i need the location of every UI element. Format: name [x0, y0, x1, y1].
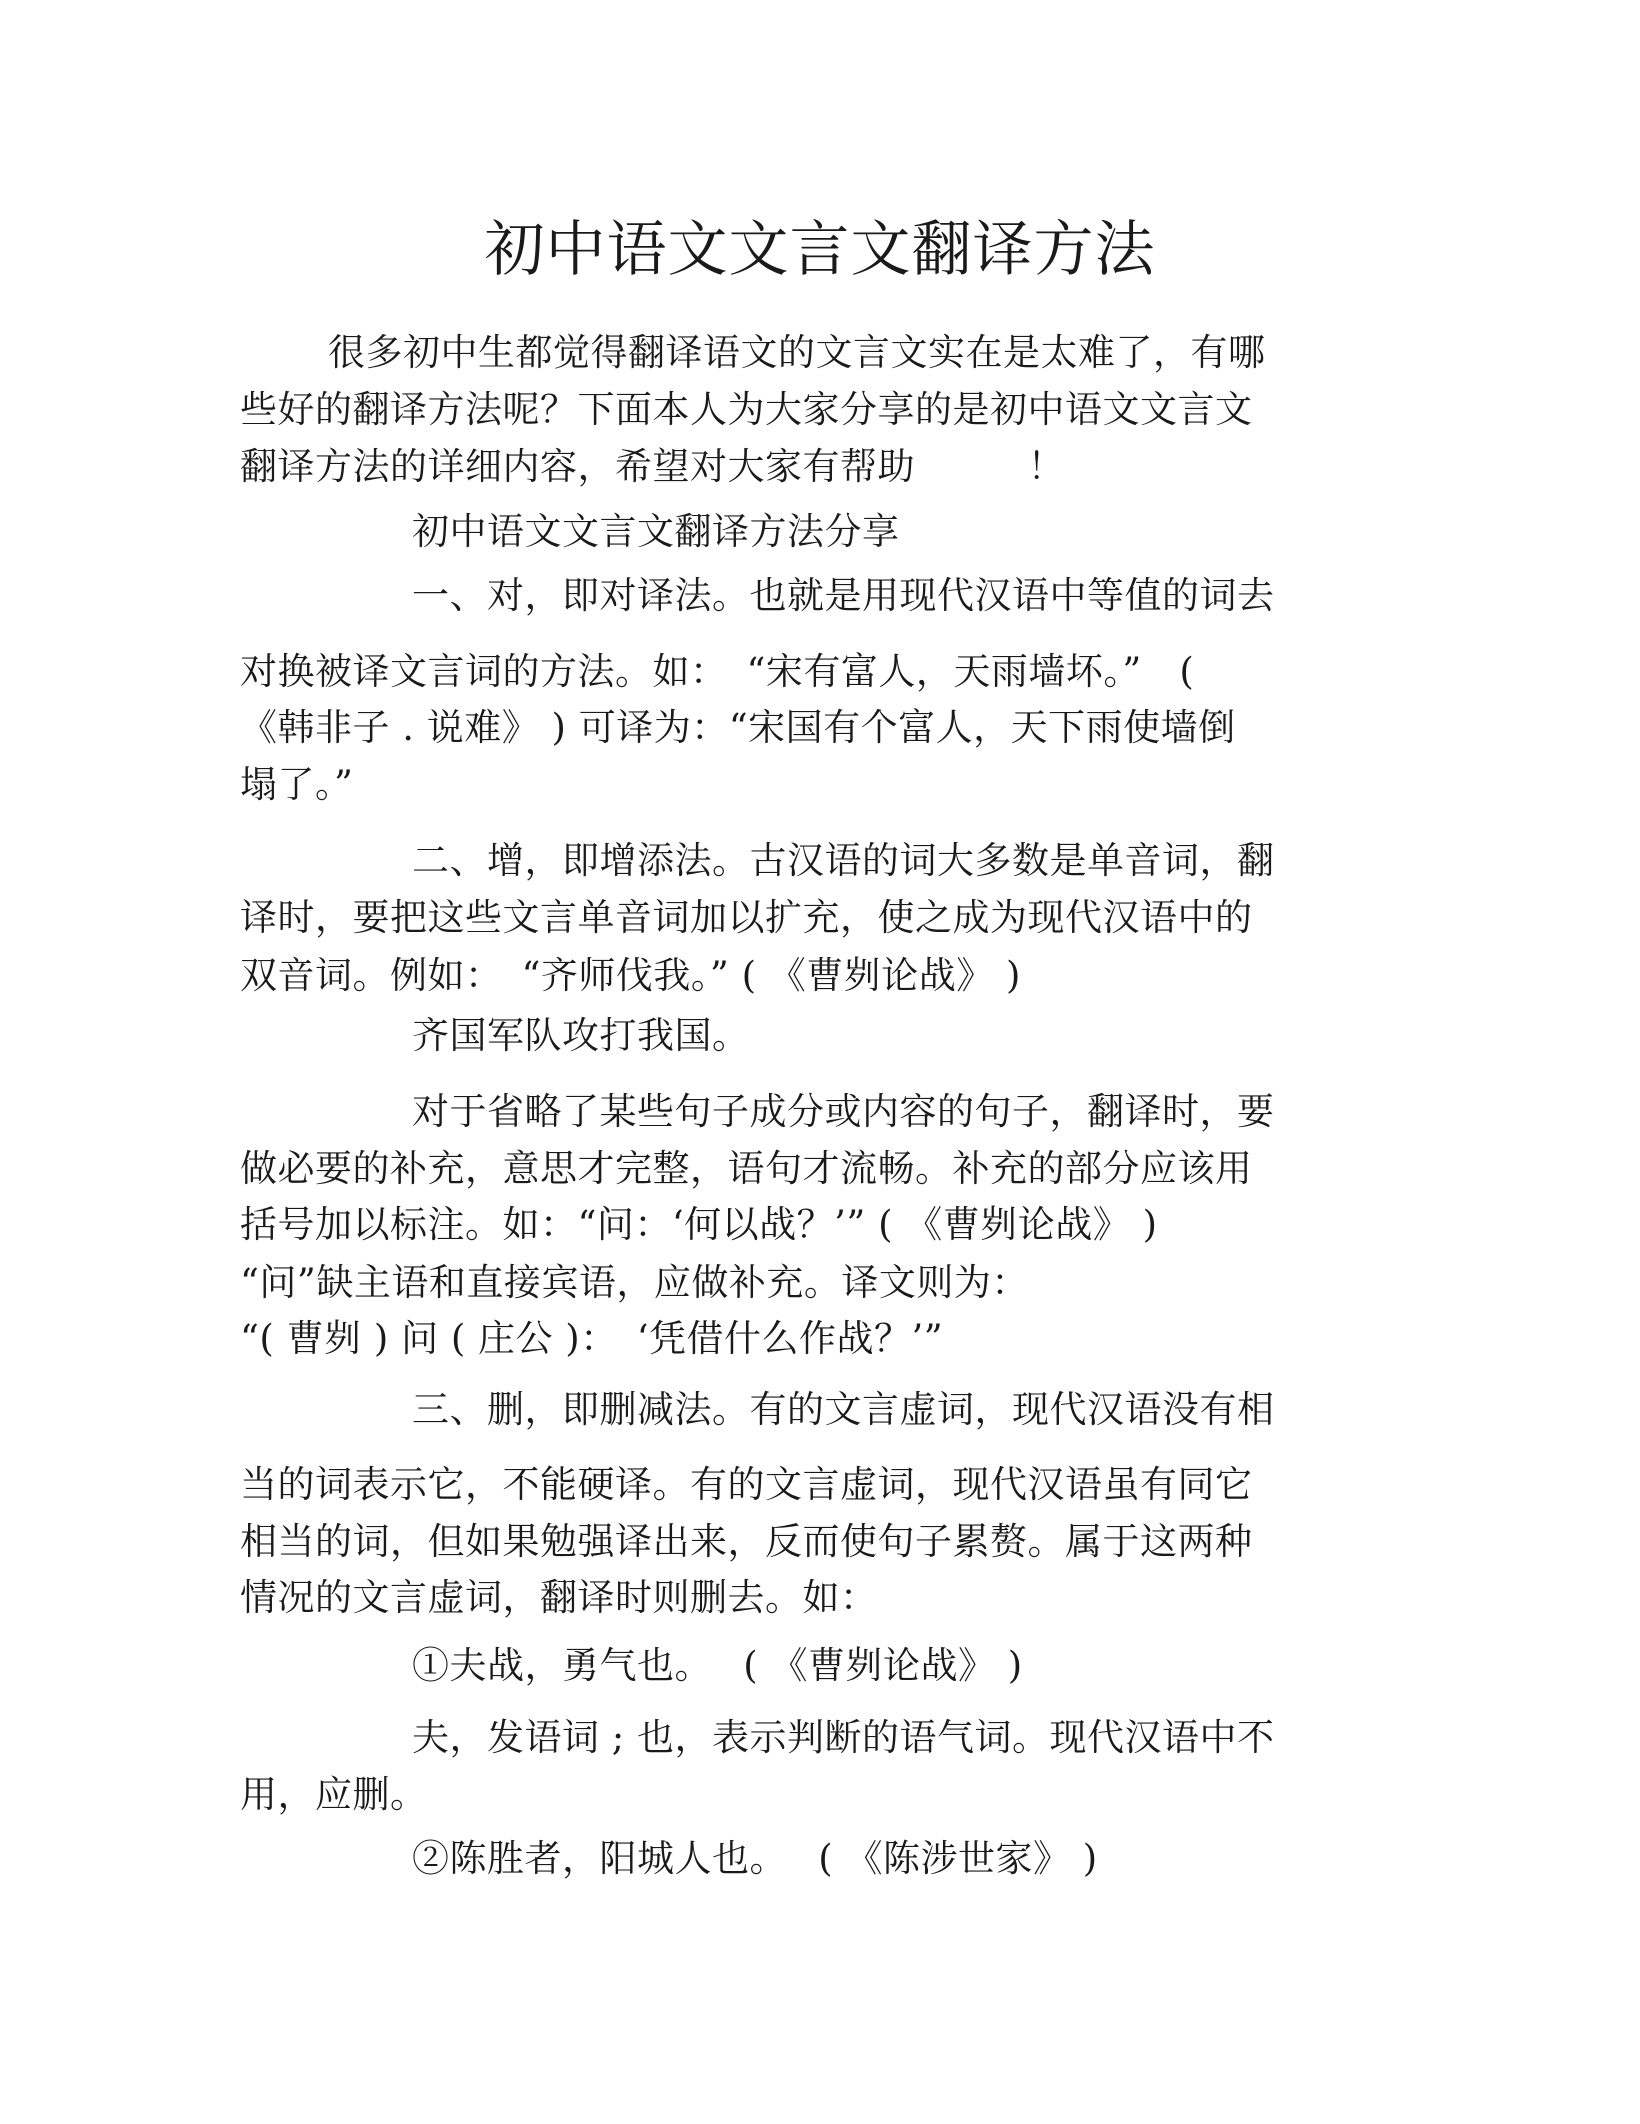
paragraph-line: 译时，要把这些文言单音词加以扩充，使之成为现代汉语中的 — [240, 896, 1253, 939]
paragraph-line: 用，应删。 — [240, 1773, 428, 1816]
paragraph-line: 对换被译文言词的方法。如： “宋有富人，天雨墙坏。” ( — [240, 650, 1195, 693]
paragraph-line: 括号加以标注。如：“问：‘何以战？’” ( 《曹刿论战》 ) — [240, 1203, 1158, 1246]
section-heading: 初中语文文言文翻译方法分享 — [412, 510, 900, 553]
paragraph-line: 塌了。” — [240, 763, 354, 806]
paragraph-line: 三、删，即删减法。有的文言虚词，现代汉语没有相 — [412, 1388, 1275, 1431]
paragraph-line: “问”缺主语和直接宾语，应做补充。译文则为： — [240, 1261, 1029, 1304]
paragraph-line: 对于省略了某些句子成分或内容的句子，翻译时，要 — [412, 1090, 1275, 1133]
paragraph-line: 当的词表示它，不能硬译。有的文言虚词，现代汉语虽有同它 — [240, 1463, 1253, 1506]
example-line: ②陈胜者，阳城人也。 ( 《陈涉世家》 ) — [412, 1837, 1098, 1880]
paragraph-line: 翻译方法的详细内容，希望对大家有帮助 ！ — [240, 445, 1065, 488]
paragraph-line: 二、增，即增添法。古汉语的词大多数是单音词，翻 — [412, 839, 1275, 882]
document-title: 初中语文文言文翻译方法 — [484, 215, 1156, 285]
paragraph-line: 情况的文言虚词，翻译时则删去。如： — [240, 1576, 878, 1619]
paragraph-line: 《韩非子 . 说难》 ) 可译为：“宋国有个富人，天下雨使墙倒 — [240, 706, 1236, 749]
paragraph-line: 双音词。例如： “齐师伐我。” ( 《曹刿论战》 ) — [240, 954, 1021, 997]
paragraph-line: 齐国军队攻打我国。 — [412, 1014, 750, 1057]
paragraph-line: 做必要的补充，意思才完整，语句才流畅。补充的部分应该用 — [240, 1147, 1253, 1190]
paragraph-line: 很多初中生都觉得翻译语文的文言文实在是太难了，有哪 — [328, 331, 1266, 374]
paragraph-line: 一、对，即对译法。也就是用现代汉语中等值的词去 — [412, 574, 1275, 617]
paragraph-line: 些好的翻译方法呢？下面本人为大家分享的是初中语文文言文 — [240, 388, 1253, 431]
paragraph-line: 夫，发语词 ; 也，表示判断的语气词。现代汉语中不 — [412, 1716, 1275, 1759]
example-line: ①夫战，勇气也。 ( 《曹刿论战》 ) — [412, 1644, 1023, 1687]
paragraph-line: 相当的词，但如果勉强译出来，反而使句子累赘。属于这两种 — [240, 1520, 1253, 1563]
paragraph-line: “( 曹刿 ) 问 ( 庄公 )： ‘凭借什么作战？’” — [240, 1317, 944, 1360]
